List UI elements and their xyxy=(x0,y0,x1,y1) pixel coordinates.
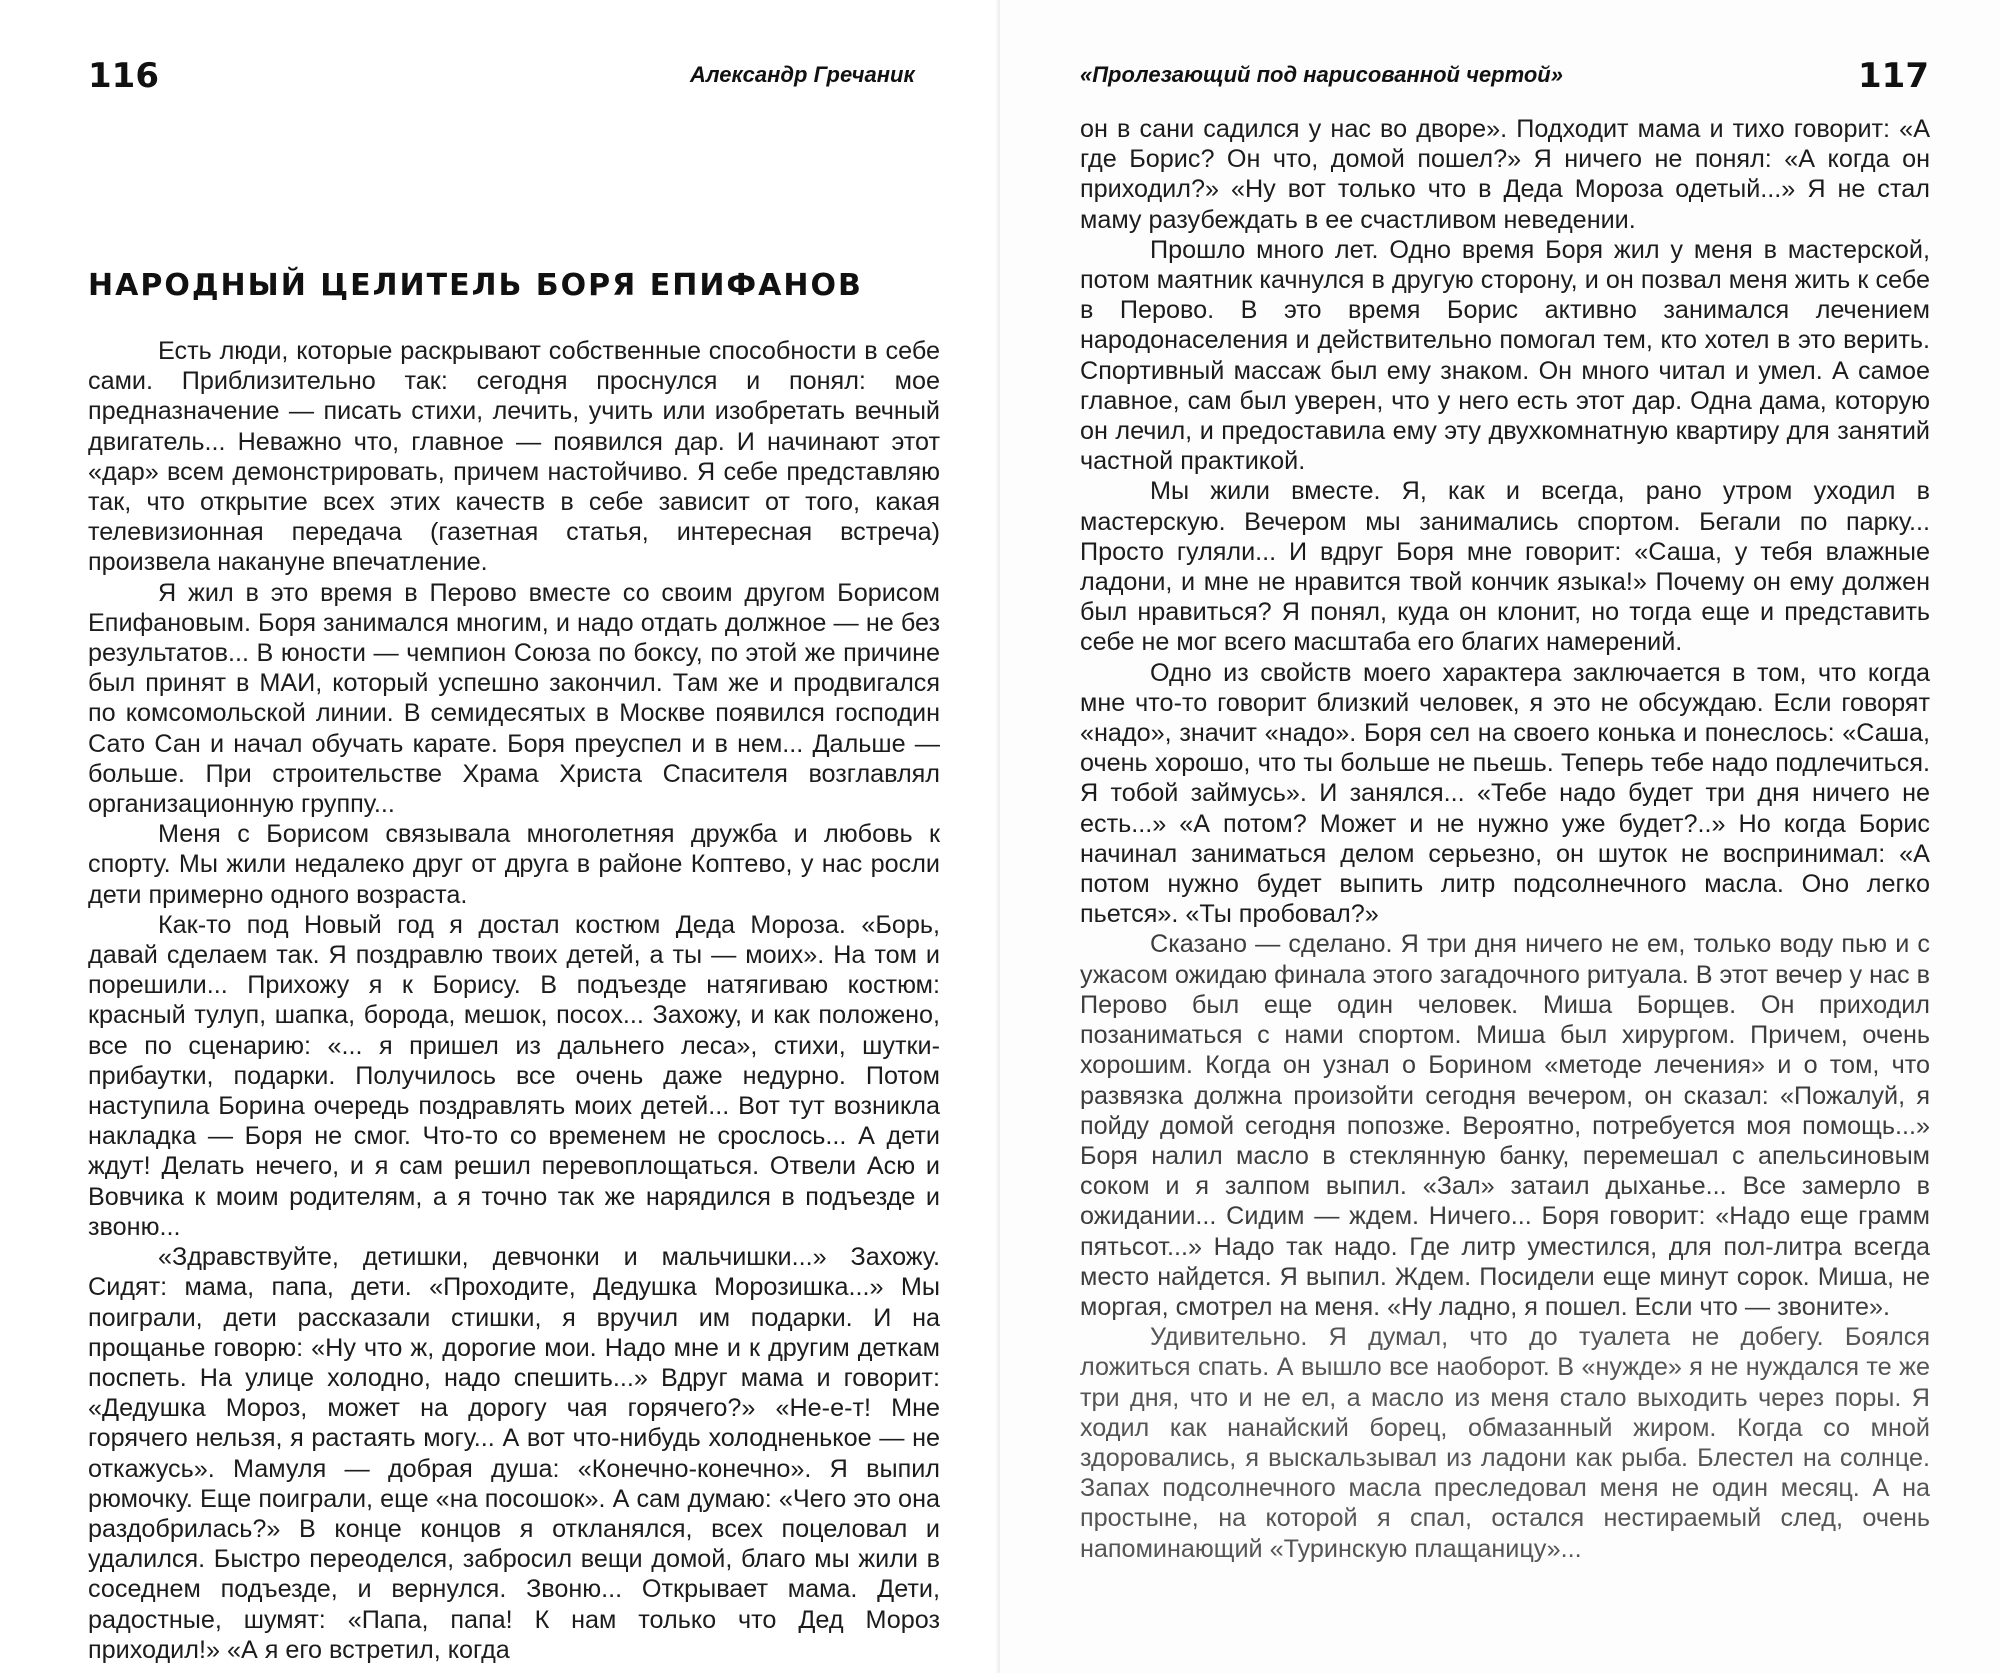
paragraph: Мы жили вместе. Я, как и всегда, рано утром уходил в мастерскую. Вечером мы занимались спортом. Бегали по парку... Просто гуляли... И вдруг Боря мне говорит: «Саша, у тебя влажные ладони, и мне не нравится твой кончик языка!» Почему он ему должен был нравиться? Я понял, куда он клонит, но тогда еще и представить себе не мог всего масштаба его благих намерений. xyxy=(1080,477,1930,657)
paragraph: Одно из свойств моего характера заключается в том, что когда мне что-то говорит близкий человек, я это не обсуждаю. Если говорят «надо», значит «надо». Боря сел на своего конька и понеслось: «Саша, очень хорошо, что ты больше не пьешь. Теперь тебе надо подлечиться. Я тобой займусь». И занялся... «Тебе надо будет три дня ничего не есть...» «А потом? Может и не нужно уже будет?..» Но когда Борис начинал заниматься делом серьезно, он шуток не воспринимал: «А потом нужно будет выпить литр подсолнечного масла. Оно легко пьется». «Ты пробовал?» xyxy=(1080,658,1930,929)
paragraph: Есть люди, которые раскрывают собственные способности в себе сами. Приблизительно так: сегодня проснулся и понял: мое предназначение — писать стихи, лечить, учить или изобретать вечный двигатель... Неважно что, главное — появился дар. И начинают этот «дар» всем демонстрировать, причем настойчиво. Я себе представляю так, что открытие всех этих качеств в себе зависит от того, какая телевизионная передача (газетная статья, интересная встреча) произвела накануне впечатление. xyxy=(88,337,940,577)
right-running-head: «Пролезающий под нарисованной чертой» xyxy=(1080,62,1563,87)
paragraph: Сказано — сделано. Я три дня ничего не ем, только воду пью и с ужасом ожидаю финала этого загадочного ритуала. В этот вечер у нас в Перово был еще один человек. Миша Борщев. Он приходил позаниматься с нами спортом. Миша был хирургом. Причем, очень хорошим. Когда он узнал о Борином «методе лечения» и о том, что развязка должна произойти сегодня вечером, он сказал: «Пожалуй, я пойду домой сегодня попозже. Вероятно, потребуется моя помощь...» Боря налил масло в стеклянную банку, перемешал с апельсиновым соком и я залпом выпил. «Зал» затаил дыханье... Все замерло в ожидании... Сидим — ждем. Ничего... Боря говорит: «Надо еще грамм пятьсот...» Надо так надо. Где литр уместился, для пол-литра всегда место найдется. Я выпил. Ждем. Посидели еще минут сорок. Миша, не моргая, смотрел на меня. «Ну ладно, я пошел. Если что — звоните». xyxy=(1080,930,1930,1321)
left-running-head: Александр Гречаник xyxy=(690,62,915,87)
right-page xyxy=(1000,0,2000,1673)
right-page-number: 117 xyxy=(1858,56,1929,96)
left-page-number: 116 xyxy=(88,56,159,96)
paragraph: «Здравствуйте, детишки, девчонки и мальчишки...» Захожу. Сидят: мама, папа, дети. «Проходите, Дедушка Морозишка...» Мы поиграли, дети рассказали стишки, я вручил им подарки. И на прощанье говорю: «Ну что ж, дорогие мои. Надо мне и к другим деткам поспеть. На улице холодно, надо спешить...» Вдруг мама и говорит: «Дедушка Мороз, может на дорогу чая горячего?» «Не-е-т! Мне горячего нельзя, я растаять могу... А вот что-нибудь холодненькое — не откажусь». Мамуля — добрая душа: «Конечно-конечно». Я выпил рюмочку. Еще поиграли, еще «на посошок». А сам думаю: «Чего это она раздобрилась?» В конце концов я откланялся, всех поцеловал и удалился. Быстро переоделся, забросил вещи домой, благо мы жили в соседнем подъезде, и вернулся. Звоню... Открывает мама. Дети, радостные, шумят: «Папа, папа! К нам только что Дед Мороз приходил!» «А я его встретил, когда xyxy=(88,1243,940,1664)
paragraph: Я жил в это время в Перово вместе со своим другом Борисом Епифановым. Боря занимался многим, и надо отдать должное — не без результатов... В юности — чемпион Союза по боксу, по этой же причине был принят в МАИ, который успешно закончил. Там же и продвигался по комсомольской линии. В семидесятых в Москве появился господин Сато Сан и начал обучать карате. Боря преуспел и в нем... Дальше — больше. При строительстве Храма Христа Спасителя возглавлял организационную группу... xyxy=(88,578,940,819)
paragraph: он в сани садился у нас во дворе». Подходит мама и тихо говорит: «А где Борис? Он что, домой пошел?» Я ничего не понял: «А когда он приходил?» «Ну вот только что в Деда Мороза одетый...» Я не стал маму разубеждать в ее счастливом неведении. xyxy=(1080,115,1930,234)
chapter-title: НАРОДНЫЙ ЦЕЛИТЕЛЬ БОРЯ ЕПИФАНОВ xyxy=(88,268,863,303)
paragraph: Меня с Борисом связывала многолетняя дружба и любовь к спорту. Мы жили недалеко друг от друга в районе Коптево, у нас росли дети примерно одного возраста. xyxy=(88,820,940,909)
right-body-text xyxy=(1080,114,1930,1564)
paragraph: Удивительно. Я думал, что до туалета не добегу. Боялся ложиться спать. А вышло все наоборот. В «нужде» я не нуждался те же три дня, что и не ел, а масло из меня стало выходить через поры. Я ходил как нанайский борец, обмазанный жиром. Когда со мной здоровались, я выскальзывал из ладони как рыба. Блестел на солнце. Запах подсолнечного масла преследовал меня не один месяц. А на простыне, на которой я спал, остался нестираемый след, очень напоминающий «Туринскую плащаницу»... xyxy=(1080,1323,1930,1563)
left-body-text xyxy=(88,336,940,1665)
paragraph: Как-то под Новый год я достал костюм Деда Мороза. «Борь, давай сделаем так. Я поздравлю твоих детей, а ты — моих». На том и порешили... Прихожу я к Борису. В подъезде натягиваю костюм: красный тулуп, шапка, борода, мешок, посох... Захожу, и как положено, все по сценарию: «... я пришел из дальнего леса», стихи, шутки-прибаутки, подарки. Получилось все очень даже недурно. Потом наступила Борина очередь поздравлять моих детей... Вот тут возникла накладка — Боря не смог. Что-то со временем не срослось... А дети ждут! Делать нечего, и я сам решил перевоплощаться. Отвели Асю и Вовчика к моим родителям, а я точно так же нарядился в подъезде и звоню... xyxy=(88,910,940,1241)
paragraph: Прошло много лет. Одно время Боря жил у меня в мастерской, потом маятник качнулся в другую сторону, и он позвал меня жить к себе в Перово. В это время Борис активно занимался лечением народонаселения и действительно помогал тем, кто хотел в это верить. Спортивный массаж был ему знаком. Он много читал и умел. А самое главное, сам был уверен, что у него есть этот дар. Одна дама, которую он лечил, и предоставила ему эту двухкомнатную квартиру для занятий частной практикой. xyxy=(1080,235,1930,476)
